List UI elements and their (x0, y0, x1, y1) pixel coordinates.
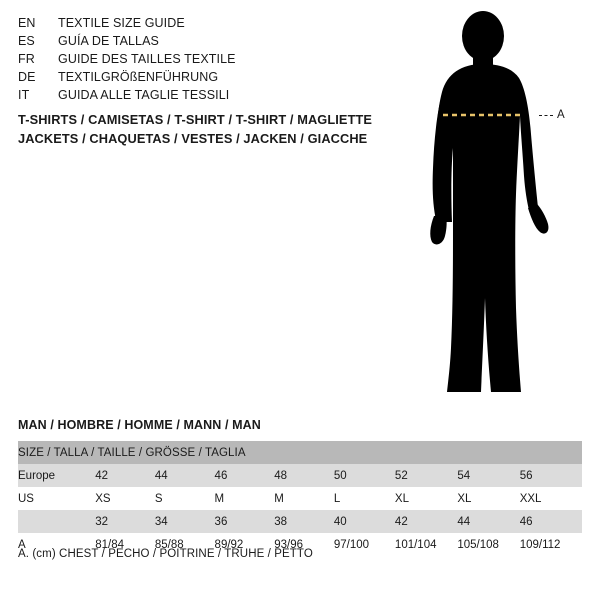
language-code: FR (18, 52, 35, 66)
language-text: GUIDA ALLE TAGLIE TESSILI (58, 88, 230, 102)
table-title: MAN / HOMBRE / HOMME / MANN / MAN (18, 418, 261, 432)
language-text: TEXTILE SIZE GUIDE (58, 16, 185, 30)
size-table (18, 441, 582, 556)
language-row (18, 16, 398, 34)
row-cell: 101/104 (395, 533, 457, 556)
row-cell: 97/100 (334, 533, 395, 556)
garment-categories (18, 110, 438, 148)
row-cell: 56 (520, 464, 582, 487)
language-row (18, 88, 398, 106)
row-cell: 109/112 (520, 533, 582, 556)
row-cell: 48 (274, 464, 334, 487)
row-cell: 34 (155, 510, 215, 533)
table-row (18, 464, 582, 487)
row-cell: M (274, 487, 334, 510)
row-cell: 44 (155, 464, 215, 487)
row-cell: XS (95, 487, 155, 510)
row-cell: 85/88 (155, 533, 215, 556)
table-header-label: SIZE / TALLA / TAILLE / GRÖSSE / TAGLIA (18, 446, 246, 459)
row-cell: 42 (95, 464, 155, 487)
language-code: EN (18, 16, 36, 30)
table-header-row (18, 441, 582, 464)
row-cell: 46 (215, 464, 275, 487)
row-cell: 42 (395, 510, 457, 533)
category-tshirts: T-SHIRTS / CAMISETAS / T-SHIRT / T-SHIRT / MAGLIETTE (18, 112, 373, 127)
row-cell: XXL (520, 487, 582, 510)
row-cell: 44 (457, 510, 519, 533)
measure-label-a: A (557, 109, 566, 121)
row-label: US (18, 487, 95, 510)
row-cell: 89/92 (215, 533, 275, 556)
row-label (18, 510, 95, 533)
row-cell: 38 (274, 510, 334, 533)
row-cell: 50 (334, 464, 395, 487)
language-code: ES (18, 34, 35, 48)
row-cell: 32 (95, 510, 155, 533)
row-cell: XL (395, 487, 457, 510)
category-jackets: JACKETS / CHAQUETAS / VESTES / JACKEN / GIACCHE (18, 131, 368, 146)
language-text: GUÍA DE TALLAS (58, 34, 159, 48)
language-row (18, 70, 398, 88)
row-cell: 54 (457, 464, 519, 487)
row-cell: 105/108 (457, 533, 519, 556)
row-cell: 52 (395, 464, 457, 487)
row-cell: L (334, 487, 395, 510)
language-row (18, 34, 398, 52)
row-cell: M (215, 487, 275, 510)
language-code: DE (18, 70, 36, 84)
language-text: GUIDE DES TAILLES TEXTILE (58, 52, 236, 66)
language-text: TEXTILGRÖßENFÜHRUNG (58, 70, 219, 84)
measure-leader-line (539, 115, 553, 116)
row-cell: XL (457, 487, 519, 510)
table-footnote: A. (cm) CHEST / PECHO / POITRINE / TRUHE / PETTO (18, 548, 313, 560)
language-code: IT (18, 88, 30, 102)
row-cell: 46 (520, 510, 582, 533)
table-row (18, 487, 582, 510)
row-cell: S (155, 487, 215, 510)
language-legend (18, 16, 398, 106)
row-cell: 40 (334, 510, 395, 533)
row-cell: 81/84 (95, 533, 155, 556)
table-row (18, 510, 582, 533)
language-row (18, 52, 398, 70)
silhouette-icon (395, 8, 600, 408)
row-label: Europe (18, 464, 95, 487)
male-figure-illustration (395, 8, 600, 408)
row-label: A (18, 533, 95, 556)
row-cell: 36 (215, 510, 275, 533)
row-cell: 93/96 (274, 533, 334, 556)
